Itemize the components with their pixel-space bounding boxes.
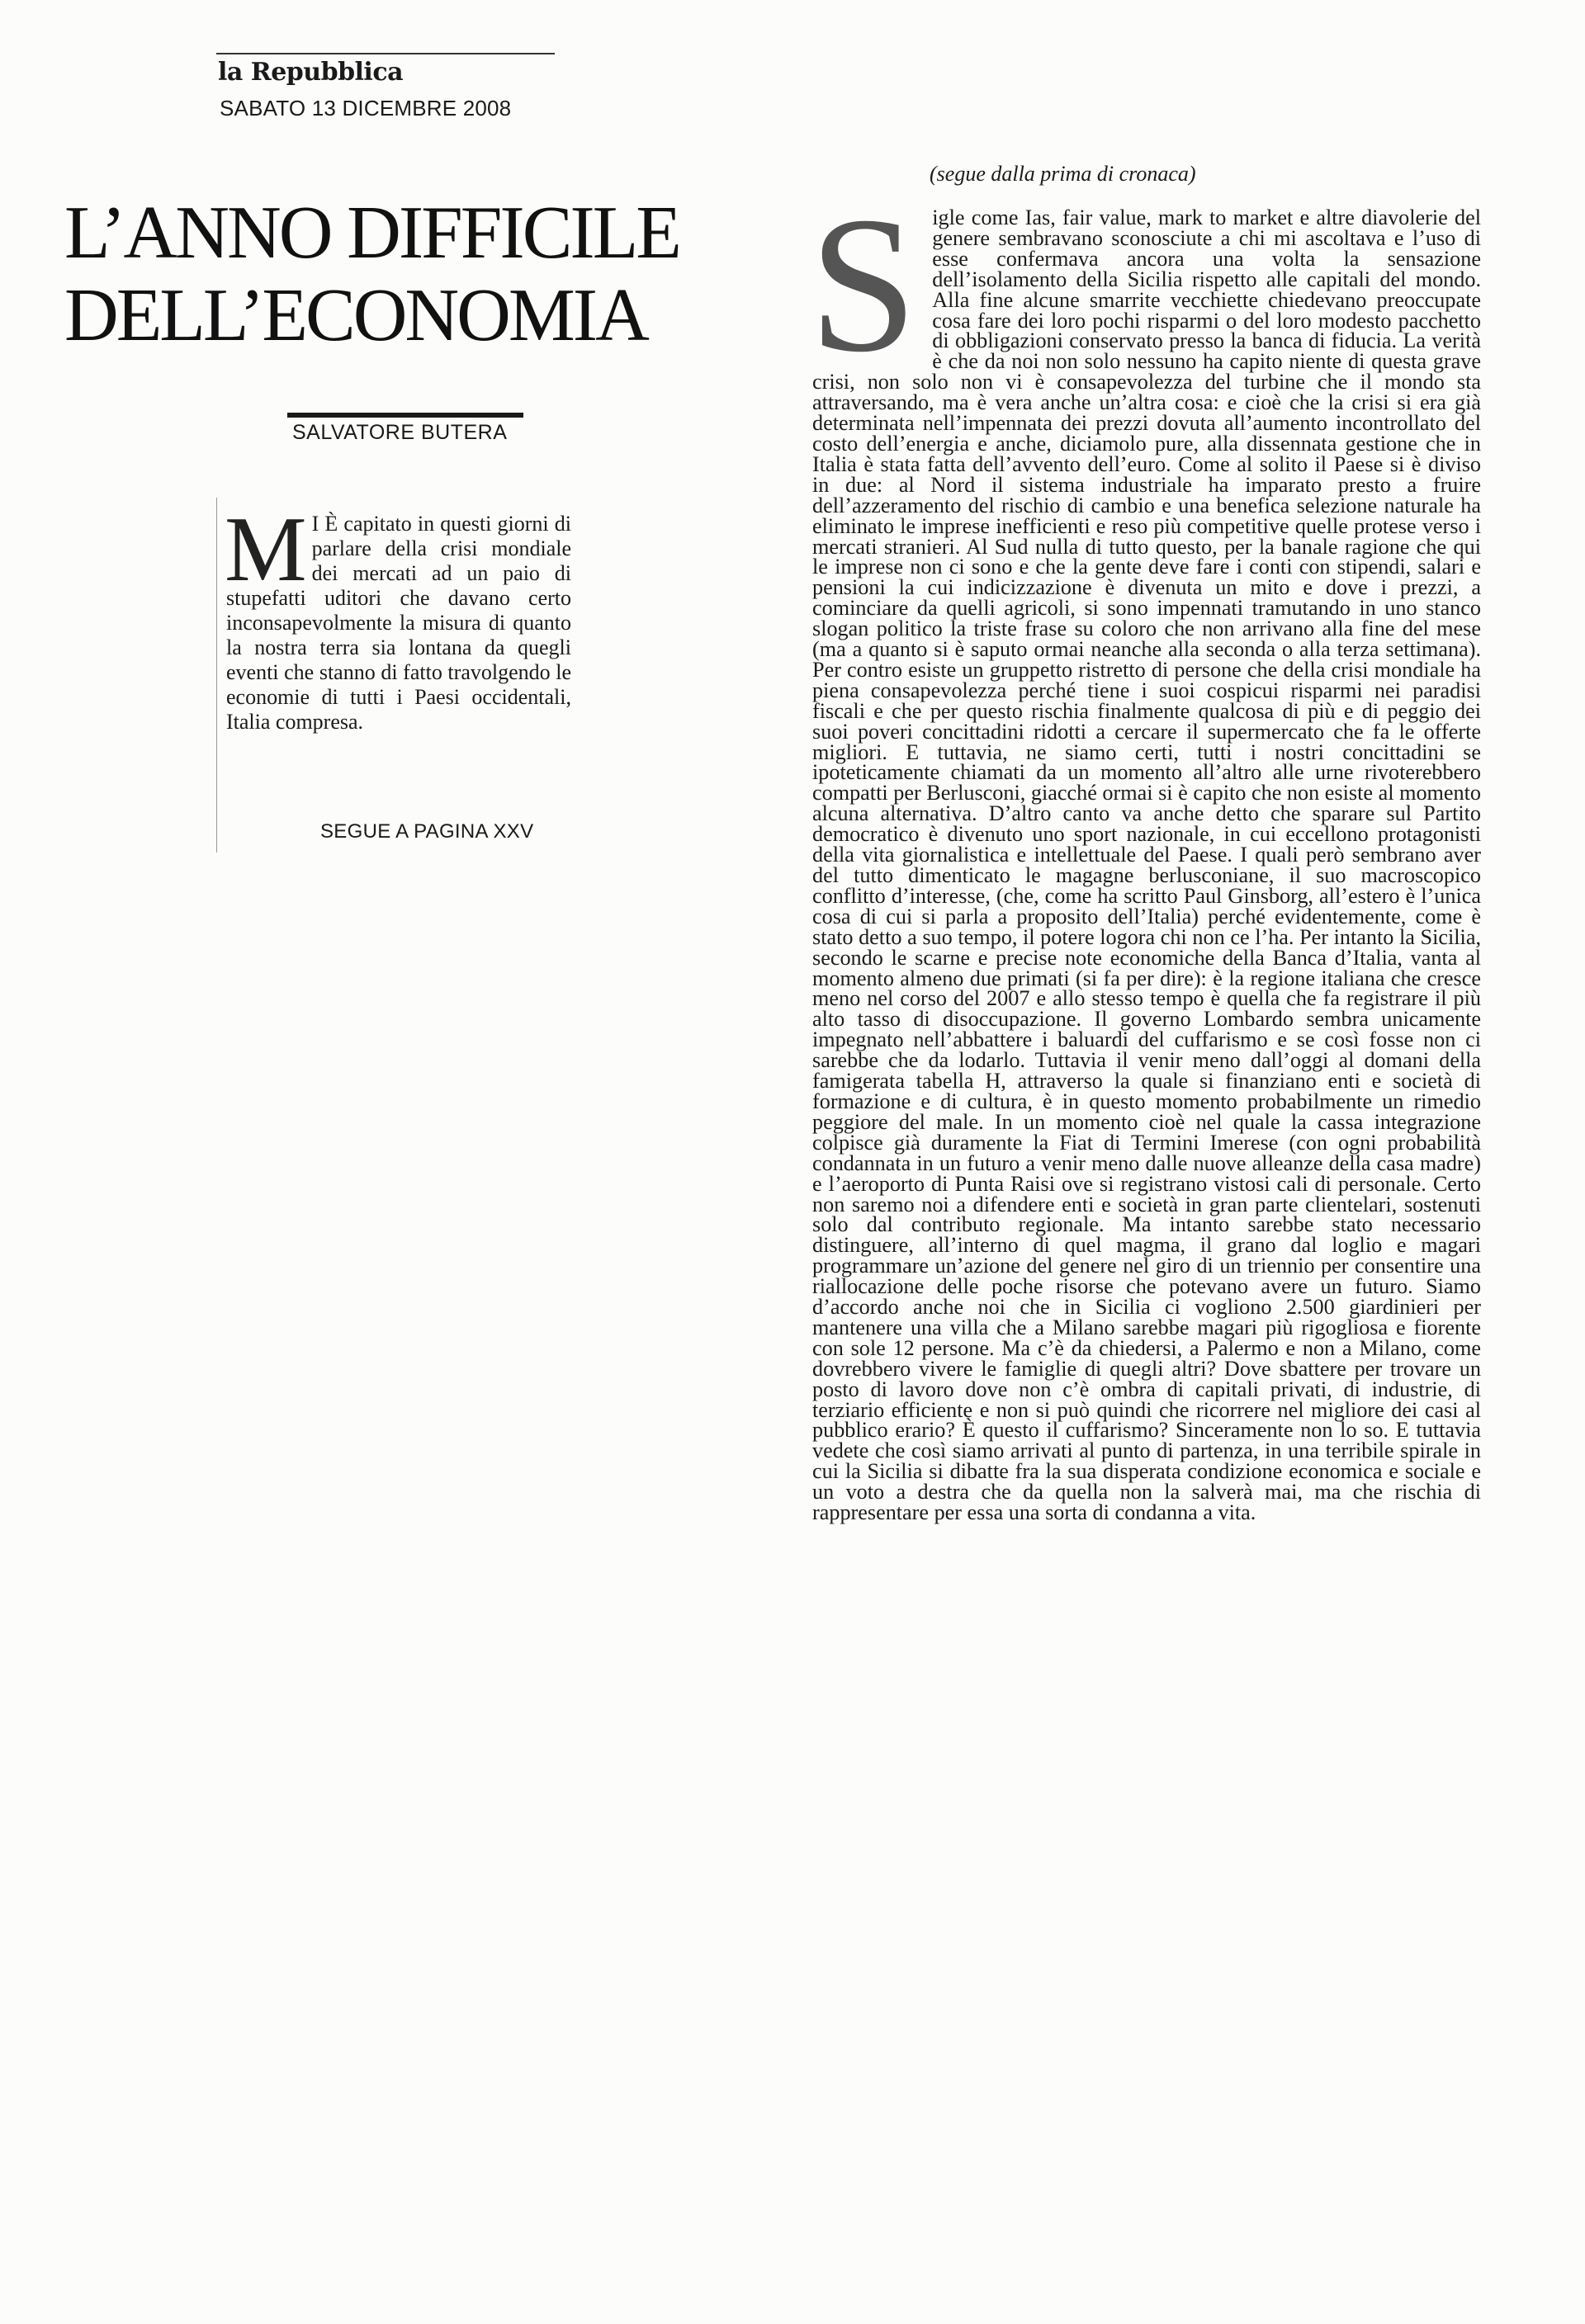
masthead-rule	[216, 53, 555, 54]
byline-rule	[287, 413, 523, 418]
intro-paragraph	[225, 498, 571, 735]
article-byline: SALVATORE BUTERA	[292, 421, 508, 444]
article-body	[809, 177, 1481, 1525]
newspaper-name: la Repubblica	[218, 58, 404, 87]
article-headline: L’ANNO DIFFICILE DELL’ECONOMIA	[64, 191, 679, 357]
segue-label: SEGUE A PAGINA XXV	[320, 820, 534, 843]
intro-text: I È capitato in questi giorni di parlare della crisi mondiale dei mercati ad un paio di stupefatti uditori che davano certo inconsapevolmente la misura di quanto la nostra terra sia lontana da quegli eventi che stanno di fatto travolgendo le economie di tutti i Paesi occidentali, Italia compresa.	[226, 512, 571, 734]
continuation-label: (segue dalla prima di cronaca)	[930, 162, 1196, 186]
intro-dropcap: M	[225, 498, 307, 601]
body-dropcap: S	[809, 177, 918, 393]
issue-date: SABATO 13 DICEMBRE 2008	[220, 96, 512, 120]
intro-border	[216, 498, 217, 853]
body-text: igle come Ias, fair value, mark to market e altre diavolerie del genere sembravano sconosciute a chi mi ascoltava e l’uso di esse confermava ancora una volta la sensazione dell’isolamento della Sicilia rispetto alle capitali del mondo. Alla fine alcune smarrite vecchiette chiedevano preoccupate cosa fare dei loro pochi risparmi o del loro modesto pacchetto di obbligazioni conservato presso la banca di fiducia. La verità è che da noi non solo nessuno ha capito niente di questa grave crisi, non solo non vi è consapevolezza del turbine che il mondo sta attraversando, ma è vera anche un’altra cosa: e cioè che la crisi si era già determinata nell’impennata dei prezzi dovuta all’aumento incontrollato del costo dell’energia e anche, diciamolo pure, alla dissennata gestione che in Italia è stata fatta dell’avvento dell’euro. Come al solito il Paese si è diviso in due: al Nord il sistema industriale ha imparato presto a fruire dell’azzeramento del rischio di cambio e una benefica selezione naturale ha eliminato le imprese inefficienti e reso più competitive quelle protese verso i mercati stranieri. Al Sud nulla di tutto questo, per la banale ragione che qui le imprese non ci sono e che la gente deve fare i conti con stipendi, salari e pensioni la cui indicizzazione è divenuta un mito e dove i prezzi, a cominciare da quelli agricoli, si sono impennati tramutando in uno stanco slogan politico la triste frase su coloro che non arrivano alla fine del mese (ma a quanto si è saputo ormai neanche alla seconda o alla terza settimana). Per contro esiste un gruppetto ristretto di persone che della crisi mondiale ha piena consapevolezza perché tiene i suoi cospicui risparmi nei paradisi fiscali e che per questo rischia finalmente qualcosa di più e di peggio dei suoi poveri concittadini ridotti a cercare il supermercato che fa le offerte migliori. E tuttavia, ne siamo certi, tutti i nostri concittadini se ipoteticamente chiamati da un momento all’altro alle urne rivoterebbero compatti per Berlusconi, giacché ormai si è capito che non esiste al momento alcuna alternativa. D’altro canto va anche detto che sparare sul Partito democratico è divenuto uno sport nazionale, in cui eccellono protagonisti della vita giornalistica e intellettuale del Paese. I quali però sembrano aver del tutto dimenticato le magagne berlusconiane, il suo macroscopico conflitto d’interesse, (che, come ha scritto Paul Ginsborg, all’estero è l’unica cosa di cui si parla a proposito dell’Italia) perché evidentemente, come è stato detto a suo tempo, il potere logora chi non ce l’ha. Per intanto la Sicilia, secondo le scarne e precise note economiche della Banca d’Italia, vanta al momento almeno due primati (si fa per dire): è la regione italiana che cresce meno nel corso del 2007 e allo stesso tempo è quella che fa registrare il più alto tasso di disoccupazione. Il governo Lombardo sembra unicamente impegnato nell’abbattere i baluardi del cuffarismo e se così fosse non ci sarebbe che da lodarlo. Tuttavia il venir meno dall’oggi al domani della famigerata tabella H, attraverso la quale si finanziano enti e società di formazione e di cultura, è in questo momento probabilmente un rimedio peggiore del male. In un momento cioè nel quale la cassa integrazione colpisce già duramente la Fiat di Termini Imerese (con ogni probabilità condannata in un futuro a venir meno dalle nuove alleanze della casa madre) e l’aeroporto di Punta Raisi ove si registrano vistosi cali di personale. Certo non saremo noi a difendere enti e società in gran parte clientelari, sostenuti solo dal contributo regionale. Ma intanto sarebbe stato necessario distinguere, all’interno di quel magma, il grano dal loglio e magari programmare un’azione del genere nel giro di un triennio per consentire una riallocazione delle poche risorse che potevano avere un futuro. Siamo d’accordo anche noi che in Sicilia ci vogliono 2.500 giardinieri per mantenere una villa che a Milano sarebbe magari più rigogliosa e fiorente con sole 12 persone. Ma c’è da chiedersi, a Palermo e non a Milano, come dovrebbero vivere le famiglie di quegli altri? Dove sbattere per trovare un posto di lavoro dove non c’è ombra di capitali privati, di industrie, di terziario efficiente e non si può quindi che ricorrere nel migliore dei casi al pubblico erario? È questo il cuffarismo? Sinceramente non lo so. E tuttavia vedete che così siamo arrivati al punto di partenza, in una terribile spirale in cui la Sicilia si dibatte fra la sua disperata condizione economica e sociale e un voto a destra che da quella non la salverà mai, ma che rischia di rappresentare per essa una sorta di condanna a vita.	[812, 205, 1481, 1525]
